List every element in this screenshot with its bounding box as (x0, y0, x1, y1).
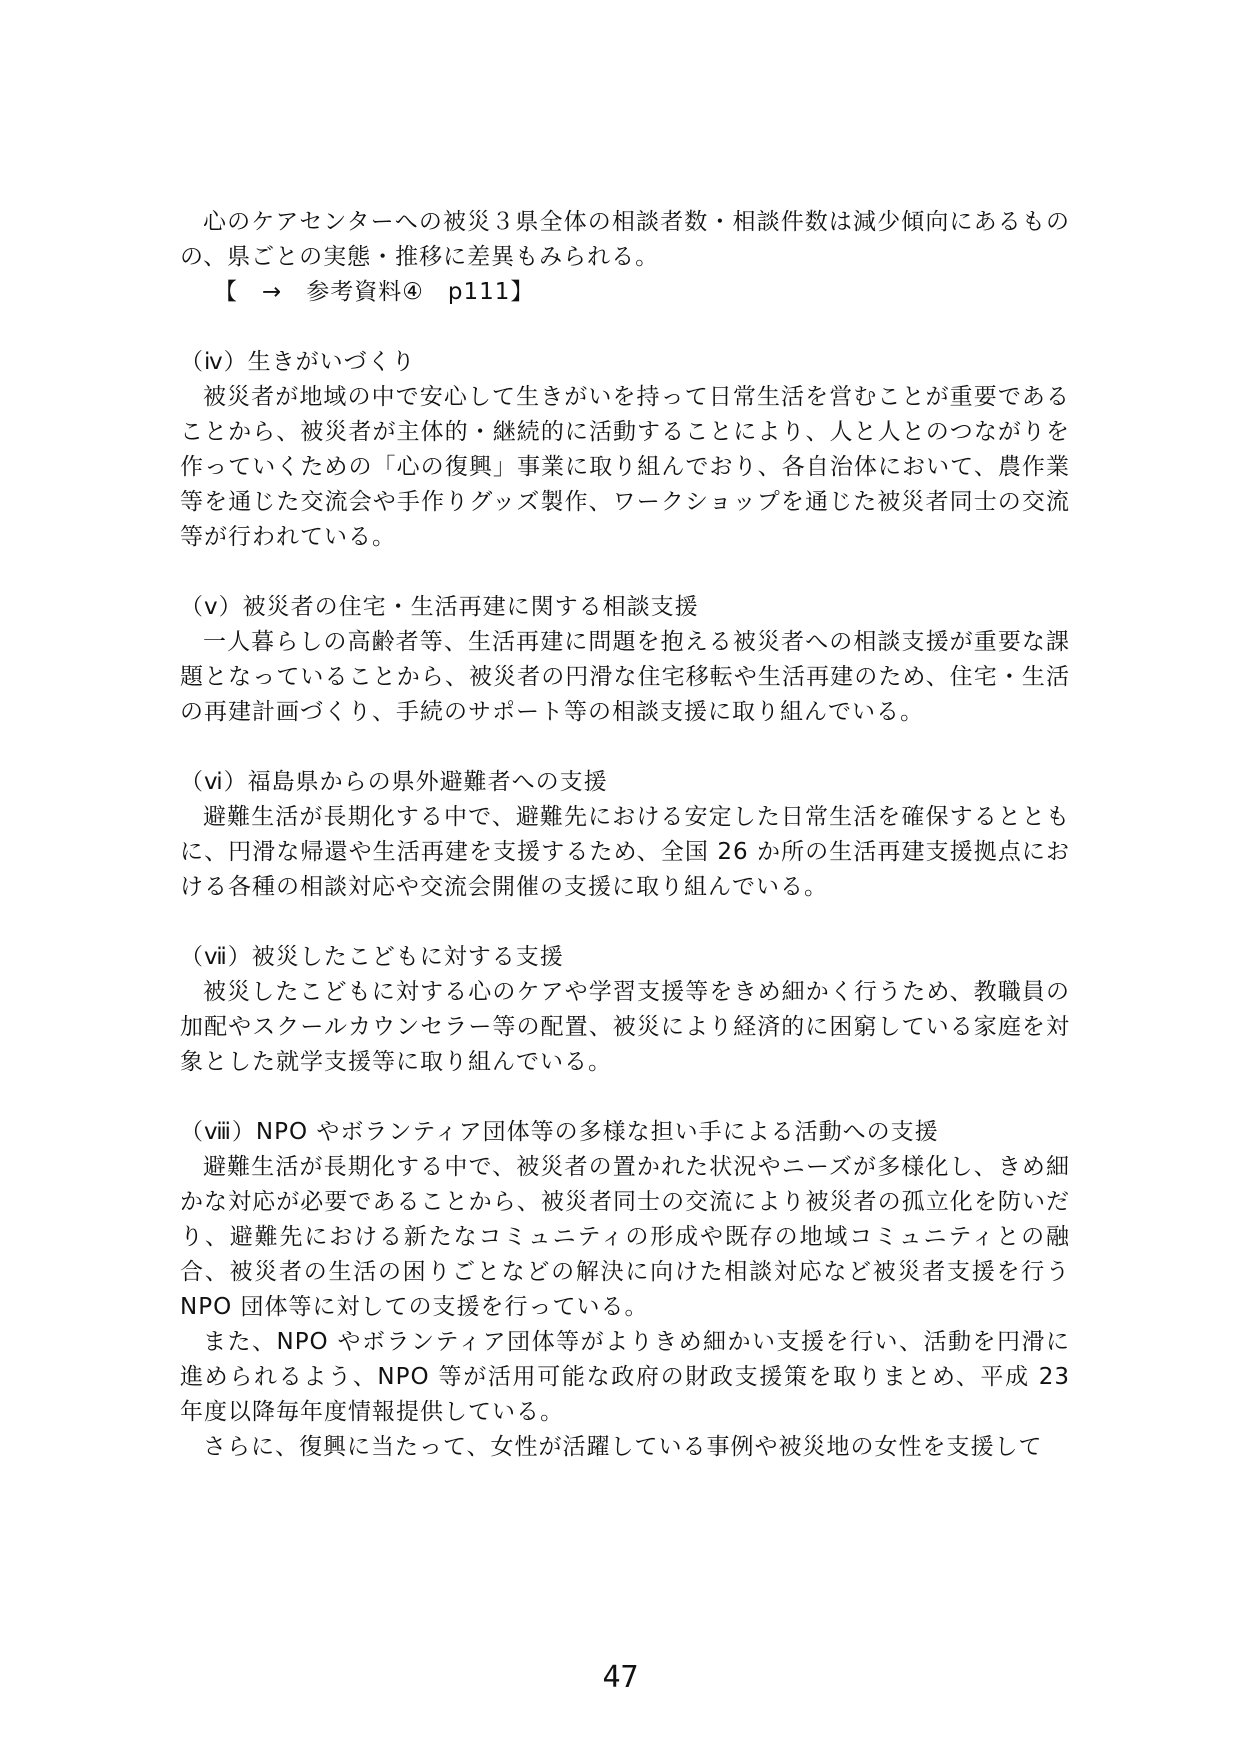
spacer (180, 555, 1070, 590)
section-paragraph: 避難生活が長期化する中で、避難先における安定した日常生活を確保するとともに、円滑な帰還や生活再建を支援するため、全国 26 か所の生活再建支援拠点における各種の相談対応や交流会開催の支援に取り組んでいる。 (180, 804, 1070, 900)
section-heading-iv: （ⅳ）生きがいづくり (180, 349, 416, 375)
section-paragraph: 被災したこどもに対する心のケアや学習支援等をきめ細かく行うため、教職員の加配やスクールカウンセラー等の配置、被災により経済的に困窮している家庭を対象とした就学支援等に取り組んでいる。 (180, 979, 1070, 1075)
spacer (180, 310, 1070, 345)
reference-note: 【 → 参考資料④ p111】 (214, 279, 535, 305)
spacer (180, 905, 1070, 940)
spacer (180, 730, 1070, 765)
section-paragraph: 被災者が地域の中で安心して生きがいを持って日常生活を営むことが重要であることから、被災者が主体的・継続的に活動することにより、人と人とのつながりを作っていくための「心の復興」事業に取り組んでおり、各自治体において、農作業等を通じた交流会や手作りグッズ製作、ワークショップを通じた被災者同士の交流等が行われている。 (180, 384, 1070, 550)
section-heading-viii: （ⅷ）NPO やボランティア団体等の多様な担い手による活動への支援 (180, 1119, 939, 1145)
section-heading-v: （ⅴ）被災者の住宅・生活再建に関する相談支援 (180, 594, 699, 620)
section-paragraph: さらに、復興に当たって、女性が活躍している事例や被災地の女性を支援して (203, 1434, 1043, 1460)
section-paragraph: 避難生活が長期化する中で、被災者の置かれた状況やニーズが多様化し、きめ細かな対応が必要であることから、被災者同士の交流により被災者の孤立化を防いだり、避難先における新たなコミュニティの形成や既存の地域コミュニティとの融合、被災者の生活の困りごとなどの解決に向けた相談対応など被災者支援を行う NPO 団体等に対しての支援を行っている。 (180, 1154, 1070, 1320)
section-heading-vii: （ⅶ）被災したこどもに対する支援 (180, 944, 564, 970)
page-number: 47 (602, 1660, 639, 1695)
section-paragraph: また、NPO やボランティア団体等がよりきめ細かい支援を行い、活動を円滑に進められるよう、NPO 等が活用可能な政府の財政支援策を取りまとめ、平成 23 年度以降毎年度情報提供している。 (180, 1329, 1070, 1425)
document-body (180, 205, 1070, 1465)
section-heading-vi: （ⅵ）福島県からの県外避難者への支援 (180, 769, 608, 795)
section-paragraph: 一人暮らしの高齢者等、生活再建に問題を抱える被災者への相談支援が重要な課題となっていることから、被災者の円滑な住宅移転や生活再建のため、住宅・生活の再建計画づくり、手続のサポート等の相談支援に取り組んでいる。 (180, 629, 1071, 725)
spacer (180, 1080, 1070, 1115)
intro-paragraph: 心のケアセンターへの被災３県全体の相談者数・相談件数は減少傾向にあるものの、県ごとの実態・推移に差異もみられる。 (180, 209, 1070, 270)
